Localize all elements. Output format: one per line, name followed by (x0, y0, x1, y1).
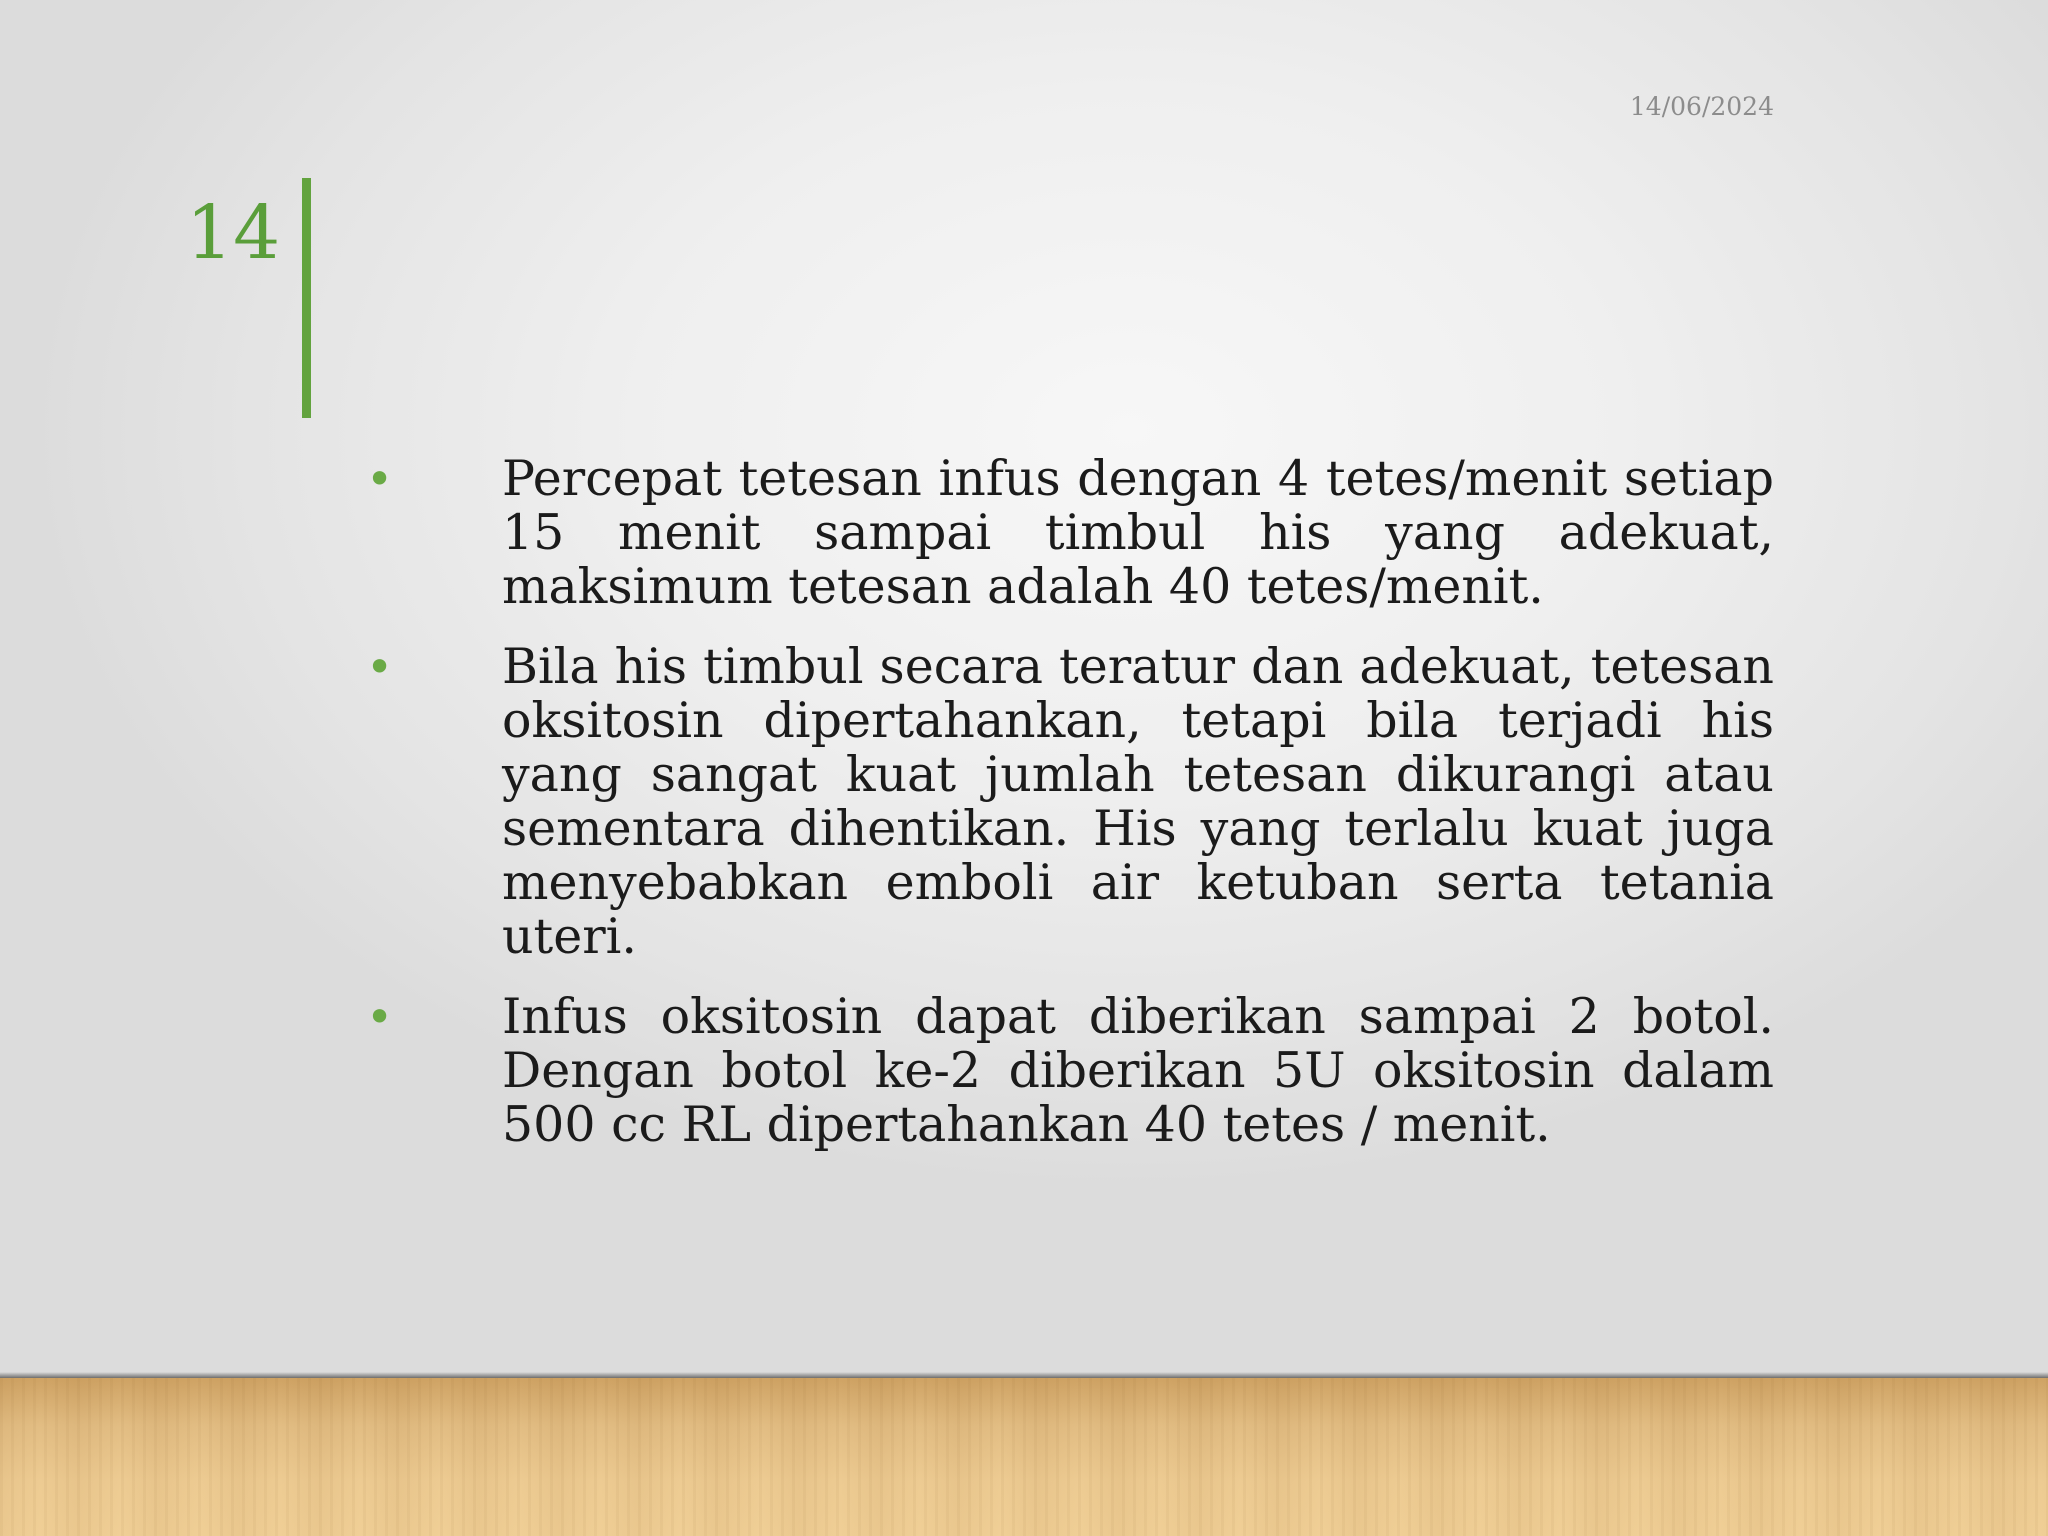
bullet-list (360, 452, 1774, 1178)
slide-date: 14/06/2024 (1629, 92, 1774, 121)
slide-number: 14 (186, 190, 281, 276)
bullet-text: Percepat tetesan infus dengan 4 tetes/menit setiap 15 menit sampai timbul his yang adekuat, maksimum tetesan adalah 40 tetes/menit. (502, 450, 1774, 615)
bullet-text: Bila his timbul secara teratur dan adekuat, tetesan oksitosin dipertahankan, tetapi bila terjadi his yang sangat kuat jumlah tetesan dikurangi atau sementara dihentikan. His yang terlalu kuat juga menyebabkan emboli air ketuban serta tetania uteri. (502, 638, 1774, 965)
wooden-floor (0, 1378, 2048, 1536)
bullet-dot-icon: • (366, 990, 394, 1044)
accent-divider (302, 178, 311, 418)
bullet-dot-icon: • (366, 452, 394, 506)
bullet-dot-icon: • (366, 640, 394, 694)
bullet-item (360, 990, 1774, 1152)
bullet-item (360, 452, 1774, 614)
bullet-item (360, 640, 1774, 964)
bullet-text: Infus oksitosin dapat diberikan sampai 2 botol. Dengan botol ke-2 diberikan 5U oksitosin dalam 500 cc RL dipertahankan 40 tetes / menit. (502, 988, 1774, 1153)
